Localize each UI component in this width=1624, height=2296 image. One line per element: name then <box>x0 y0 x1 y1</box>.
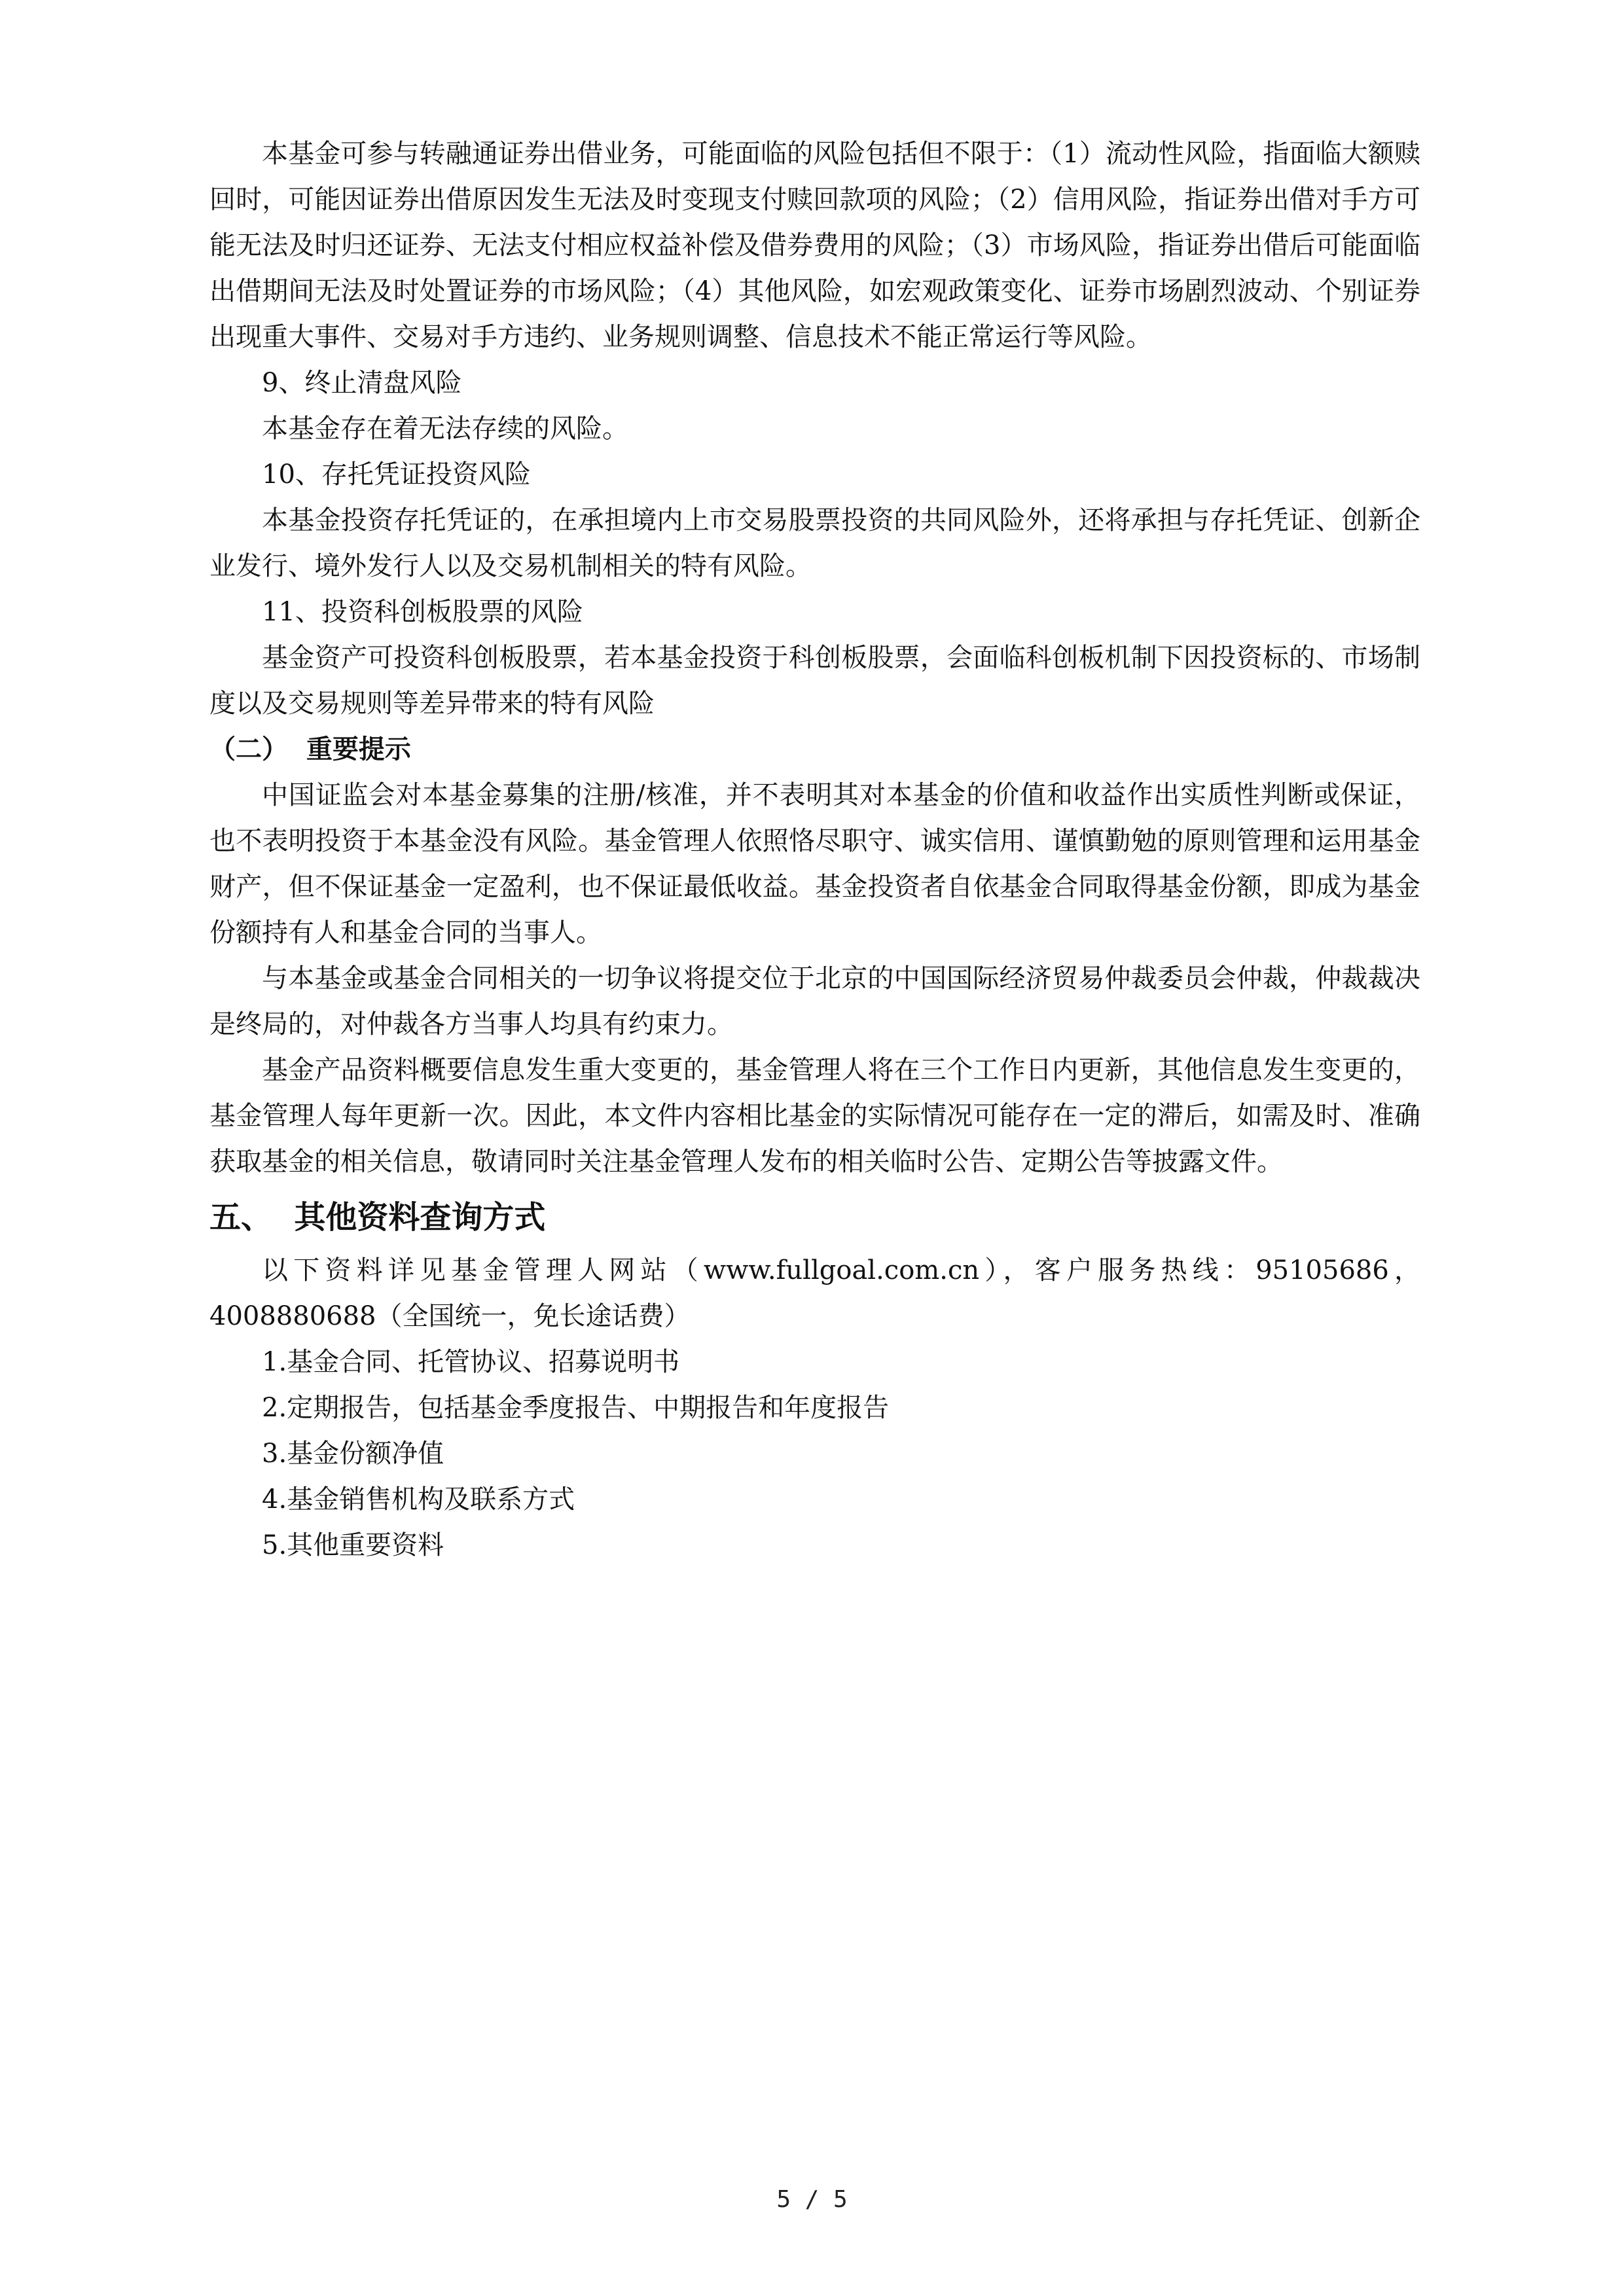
important-notice-paragraph: 中国证监会对本基金募集的注册/核准，并不表明其对本基金的价值和收益作出实质性判断或保证，也不表明投资于本基金没有风险。基金管理人依照恪尽职守、诚实信用、谨慎勤勉的原则管理和运用基金财产，但不保证基金一定盈利，也不保证最低收益。基金投资者自依基金合同取得基金份额，即成为基金份额持有人和基金合同的当事人。 <box>209 780 1420 948</box>
other-info-section-heading: 五、 其他资料查询方式 <box>209 1199 546 1236</box>
list-item: 2.定期报告，包括基金季度报告、中期报告和年度报告 <box>262 1393 890 1423</box>
document-body <box>209 131 1420 1568</box>
risk-item-body: 本基金投资存托凭证的，在承担境内上市交易股票投资的共同风险外，还将承担与存托凭证、创新企业发行、境外发行人以及交易机制相关的特有风险。 <box>209 505 1420 581</box>
list-item: 3.基金份额净值 <box>262 1439 444 1469</box>
update-policy-paragraph: 基金产品资料概要信息发生重大变更的，基金管理人将在三个工作日内更新，其他信息发生变更的，基金管理人每年更新一次。因此，本文件内容相比基金的实际情况可能存在一定的滞后，如需及时、准确获取基金的相关信息，敬请同时关注基金管理人发布的相关临时公告、定期公告等披露文件。 <box>209 1055 1420 1177</box>
risk-item-body: 本基金存在着无法存续的风险。 <box>262 414 628 444</box>
risk-item-body: 基金资产可投资科创板股票，若本基金投资于科创板股票，会面临科创板机制下因投资标的、市场制度以及交易规则等差异带来的特有风险 <box>209 643 1420 719</box>
page-number: 5 / 5 <box>776 2186 848 2213</box>
list-item: 1.基金合同、托管协议、招募说明书 <box>262 1347 680 1377</box>
list-item: 5.其他重要资料 <box>262 1530 444 1560</box>
important-notice-heading: （二） 重要提示 <box>209 734 411 764</box>
risk-item-heading: 11、投资科创板股票的风险 <box>262 597 583 627</box>
risk-item-heading: 9、终止清盘风险 <box>262 368 462 398</box>
list-item: 4.基金销售机构及联系方式 <box>262 1484 575 1515</box>
other-info-paragraph: 以下资料详见基金管理人网站（www.fullgoal.com.cn），客户服务热线：95105686，4008880688（全国统一，免长途话费） <box>209 1255 1420 1331</box>
arbitration-paragraph: 与本基金或基金合同相关的一切争议将提交位于北京的中国国际经济贸易仲裁委员会仲裁，仲裁裁决是终局的，对仲裁各方当事人均具有约束力。 <box>209 963 1420 1039</box>
risk-item-heading: 10、存托凭证投资风险 <box>262 459 531 490</box>
securities-lending-risk-paragraph: 本基金可参与转融通证券出借业务，可能面临的风险包括但不限于：（1）流动性风险，指面临大额赎回时，可能因证券出借原因发生无法及时变现支付赎回款项的风险；（2）信用风险，指证券出借对手方可能无法及时归还证券、无法支付相应权益补偿及借券费用的风险；（3）市场风险，指证券出借后可能面临出借期间无法及时处置证券的市场风险；（4）其他风险，如宏观政策变化、证券市场剧烈波动、个别证券出现重大事件、交易对手方违约、业务规则调整、信息技术不能正常运行等风险。 <box>209 139 1420 352</box>
